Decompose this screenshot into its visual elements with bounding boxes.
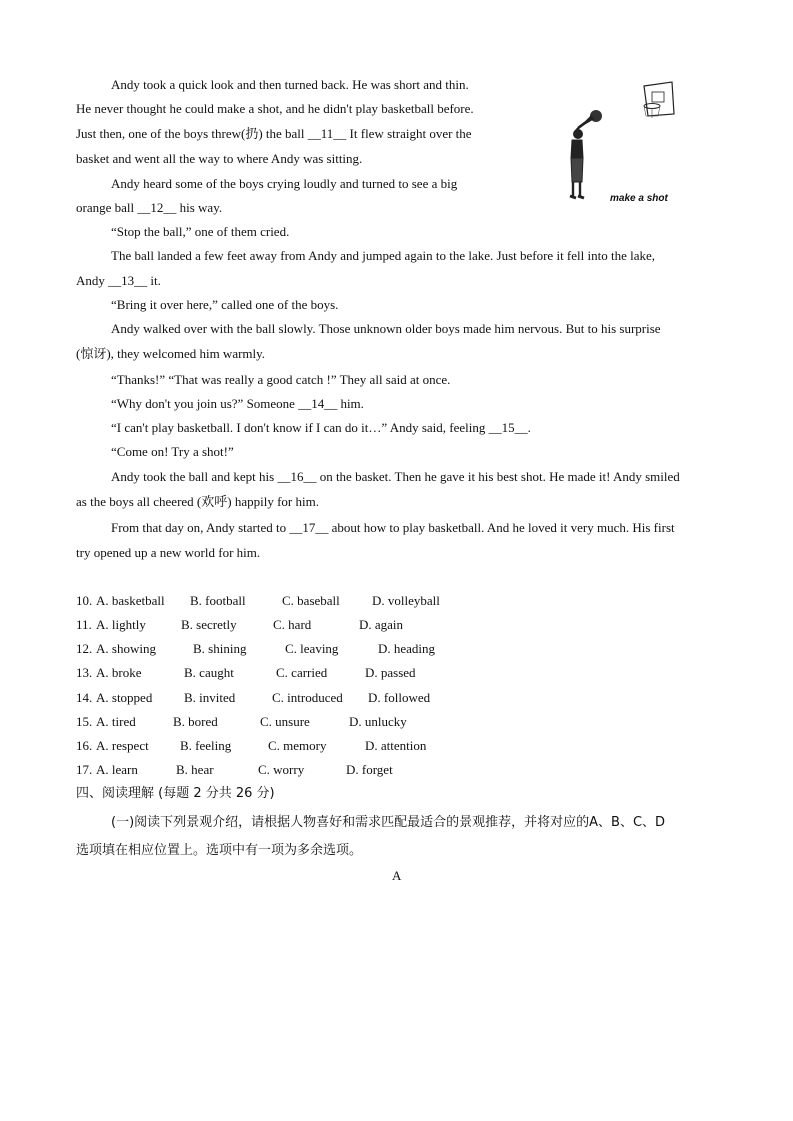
option-c: C. memory [268,738,327,753]
player-figure [570,116,594,198]
option-c: C. leaving [285,641,339,656]
option-c: C. worry [258,762,305,777]
passage-line: Andy took the ball and kept his __16__ on the basket. Then he gave it his best shot. He made it! Andy smiled [111,469,680,484]
option-number: 17. [76,762,93,777]
passage-line: basket and went all the way to where Andy was sitting. [76,151,363,166]
option-a: A. broke [96,665,142,680]
option-c: C. hard [273,617,312,632]
option-b: B. football [190,593,246,608]
option-number: 12. [76,641,93,656]
passage-line: “Come on! Try a shot!” [111,444,234,459]
option-a: A. stopped [96,690,153,705]
section-instruction: 选项填在相应位置上。选项中有一项为多余选项。 [76,843,363,858]
option-number: 10. [76,593,93,608]
option-b: B. hear [176,762,214,777]
option-a: A. showing [96,641,156,656]
option-c: C. introduced [272,690,343,705]
option-a: A. respect [96,738,149,753]
passage-line: He never thought he could make a shot, and he didn't play basketball before. [76,101,474,116]
passage-line: “I can't play basketball. I don't know if I can do it…” Andy said, feeling __15__. [111,420,531,435]
passage-line: Andy heard some of the boys crying loudly and turned to see a big [111,176,458,191]
option-number: 15. [76,714,93,729]
option-c: C. unsure [260,714,310,729]
passage-line: (惊讶), they welcomed him warmly. [76,346,266,361]
option-b: B. invited [184,690,236,705]
option-a: A. lightly [96,617,146,632]
option-d: D. attention [365,738,427,753]
option-b: B. bored [173,714,218,729]
option-d: D. volleyball [372,593,440,608]
passage-line: Andy took a quick look and then turned back. He was short and thin. [111,77,469,92]
option-a: A. basketball [96,593,165,608]
option-number: 11. [76,617,92,632]
option-d: D. again [359,617,404,632]
option-b: B. caught [184,665,234,680]
passage-line: try opened up a new world for him. [76,545,261,560]
passage-line: “Stop the ball,” one of them cried. [111,224,290,239]
passage-line: orange ball __12__ his way. [76,200,223,215]
basketball-hoop-icon [644,82,674,118]
option-number: 13. [76,665,93,680]
figure-caption: make a shot [610,193,668,204]
option-number: 16. [76,738,93,753]
passage-line: “Why don't you join us?” Someone __14__ him. [111,396,364,411]
passage-line: Just then, one of the boys threw(扔) the ball __11__ It flew straight over the [76,126,472,141]
section-heading: 四、阅读理解 (每题 2 分共 26 分) [76,786,275,801]
option-c: C. baseball [282,593,340,608]
option-d: D. forget [346,762,393,777]
option-c: C. carried [276,665,328,680]
option-d: D. unlucky [349,714,407,729]
passage-line: as the boys all cheered (欢呼) happily for him. [76,494,319,509]
section-instruction: (一)阅读下列景观介绍，请根据人物喜好和需求匹配最适合的景观推荐，并将对应的A、B、C、D [111,815,666,830]
option-b: B. secretly [181,617,237,632]
passage-line: From that day on, Andy started to __17__ about how to play basketball. And he loved it very much. His first [111,520,675,535]
passage-line: Andy __13__ it. [76,273,161,288]
option-number: 14. [76,690,93,705]
option-d: D. heading [378,641,436,656]
option-a: A. tired [96,714,136,729]
option-b: B. shining [193,641,247,656]
option-d: D. followed [368,690,431,705]
passage-line: Andy walked over with the ball slowly. Those unknown older boys made him nervous. But to his surprise [111,321,661,336]
passage-line: “Bring it over here,” called one of the boys. [111,297,339,312]
passage-line: The ball landed a few feet away from Andy and jumped again to the lake. Just before it fell into the lake, [111,248,656,263]
part-label: A [392,868,402,883]
option-a: A. learn [96,762,138,777]
option-b: B. feeling [180,738,232,753]
passage-line: “Thanks!” “That was really a good catch !” They all said at once. [111,372,451,387]
option-d: D. passed [365,665,416,680]
